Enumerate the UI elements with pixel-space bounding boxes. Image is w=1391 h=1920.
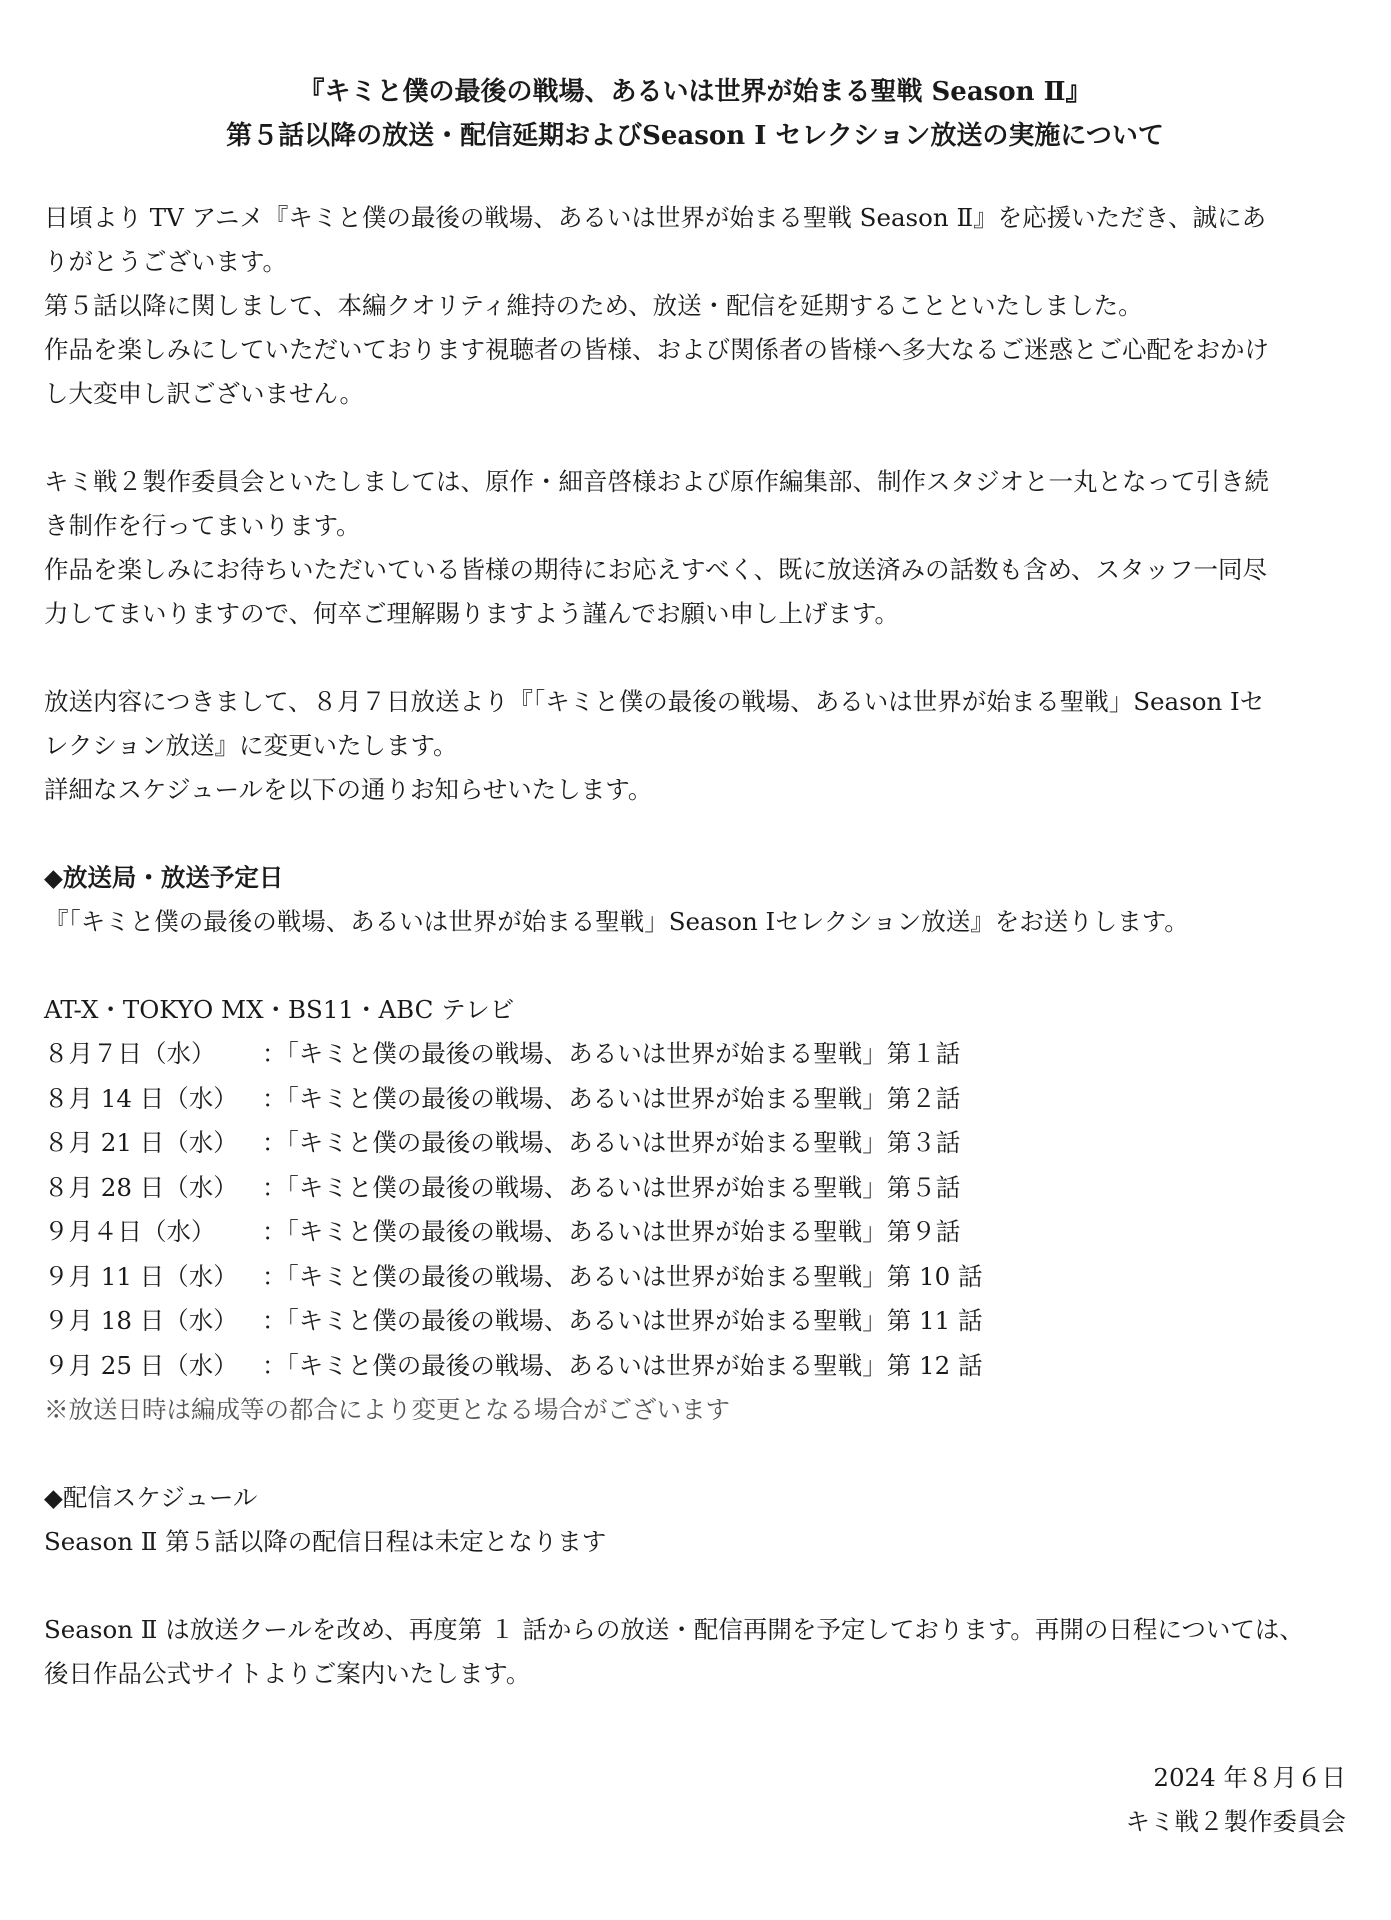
commitment-line: 力してまいりますので、何卒ご理解賜りますよう謹んでお願い申し上げます。 <box>44 599 900 628</box>
broadcast-section-heading: ◆放送局・放送予定日 <box>44 863 284 892</box>
intro-paragraph <box>44 196 1346 416</box>
intro-line: 作品を楽しみにしていただいております視聴者の皆様、および関係者の皆様へ多大なるご迷惑とご心配をおかけ <box>44 335 1269 364</box>
commitment-line: き制作を行ってまいります。 <box>44 511 361 540</box>
schedule-row <box>44 1299 1346 1344</box>
schedule-row <box>44 1032 1346 1077</box>
signature-date: 2024 年８月６日 <box>1153 1763 1346 1792</box>
schedule-date: ９月４日（水） <box>44 1217 216 1246</box>
schedule-note: ※放送日時は編成等の都合により変更となる場合がございます <box>44 1395 730 1424</box>
schedule-list <box>44 1032 1346 1388</box>
commitment-line: キミ戦２製作委員会といたしましては、原作・細音啓様および原作編集部、制作スタジオと一丸となって引き続 <box>44 467 1269 496</box>
title-line-2: 第５話以降の放送・配信延期およびSeason Ⅰ セレクション放送の実施について <box>226 121 1164 151</box>
schedule-program: ：「キミと僕の最後の戦場、あるいは世界が始まる聖戦」第１話 <box>262 1039 961 1068</box>
schedule-date: ８月 21 日（水） <box>44 1128 238 1157</box>
intro-line: し大変申し訳ございません。 <box>44 379 364 408</box>
streaming-section-heading: ◆配信スケジュール <box>44 1483 258 1512</box>
schedule-program: ：「キミと僕の最後の戦場、あるいは世界が始まる聖戦」第 12 話 <box>262 1350 983 1380</box>
broadcast-change-line: 詳細なスケジュールを以下の通りお知らせいたします。 <box>44 775 653 804</box>
schedule-date: ８月 14 日（水） <box>44 1083 238 1113</box>
signature-block <box>44 1756 1346 1844</box>
resumption-line: 後日作品公式サイトよりご案内いたします。 <box>44 1659 531 1688</box>
schedule-row <box>44 1077 1346 1122</box>
commitment-paragraph <box>44 460 1346 636</box>
intro-line: 第５話以降に関しまして、本編クオリティ維持のため、放送・配信を延期することといたしました。 <box>44 291 1143 320</box>
commitment-line: 作品を楽しみにお待ちいただいている皆様の期待にお応えすべく、既に放送済みの話数も含め、スタッフ一同尽 <box>44 555 1268 584</box>
streaming-section <box>44 1476 1346 1564</box>
schedule-row <box>44 1121 1346 1166</box>
schedule-program: ：「キミと僕の最後の戦場、あるいは世界が始まる聖戦」第５話 <box>262 1172 961 1202</box>
broadcast-section <box>44 856 1346 1432</box>
title-line-1: 『キミと僕の最後の戦場、あるいは世界が始まる聖戦 Season Ⅱ』 <box>298 77 1092 107</box>
broadcast-change-paragraph <box>44 680 1346 812</box>
resumption-paragraph <box>44 1608 1346 1696</box>
schedule-date: ８月７日（水） <box>44 1039 216 1068</box>
schedule-date: ９月 18 日（水） <box>44 1306 238 1335</box>
broadcast-stations: AT-X・TOKYO MX・BS11・ABC テレビ <box>44 995 515 1024</box>
schedule-date: ９月 11 日（水） <box>44 1261 238 1291</box>
broadcast-description: 『「キミと僕の最後の戦場、あるいは世界が始まる聖戦」Season Ⅰセレクション放送』をお送りします。 <box>44 907 1189 936</box>
schedule-date: ９月 25 日（水） <box>44 1350 238 1380</box>
broadcast-change-line: 放送内容につきまして、８月７日放送より『「キミと僕の最後の戦場、あるいは世界が始まる聖戦」Season Ⅰセ <box>44 687 1265 716</box>
notice-document <box>44 70 1346 1844</box>
intro-line: りがとうございます。 <box>44 247 288 276</box>
schedule-program: ：「キミと僕の最後の戦場、あるいは世界が始まる聖戦」第９話 <box>262 1217 961 1246</box>
intro-line: 日頃より TV アニメ『キミと僕の最後の戦場、あるいは世界が始まる聖戦 Season Ⅱ』を応援いただき、誠にあ <box>44 203 1267 232</box>
notice-title <box>44 70 1346 158</box>
schedule-program: ：「キミと僕の最後の戦場、あるいは世界が始まる聖戦」第２話 <box>262 1083 961 1113</box>
streaming-text: Season Ⅱ 第５話以降の配信日程は未定となります <box>44 1527 607 1556</box>
schedule-program: ：「キミと僕の最後の戦場、あるいは世界が始まる聖戦」第３話 <box>262 1128 961 1157</box>
schedule-row <box>44 1166 1346 1211</box>
schedule-row <box>44 1344 1346 1389</box>
schedule-row <box>44 1210 1346 1255</box>
signature-organization: キミ戦２製作委員会 <box>1125 1807 1346 1836</box>
broadcast-change-line: レクション放送』に変更いたします。 <box>44 731 458 760</box>
schedule-program: ：「キミと僕の最後の戦場、あるいは世界が始まる聖戦」第 10 話 <box>262 1261 983 1291</box>
schedule-row <box>44 1255 1346 1300</box>
schedule-date: ８月 28 日（水） <box>44 1172 238 1202</box>
schedule-program: ：「キミと僕の最後の戦場、あるいは世界が始まる聖戦」第 11 話 <box>262 1306 983 1335</box>
resumption-line: Season Ⅱ は放送クールを改め、再度第 １ 話からの放送・配信再開を予定しております。再開の日程については、 <box>44 1615 1304 1644</box>
